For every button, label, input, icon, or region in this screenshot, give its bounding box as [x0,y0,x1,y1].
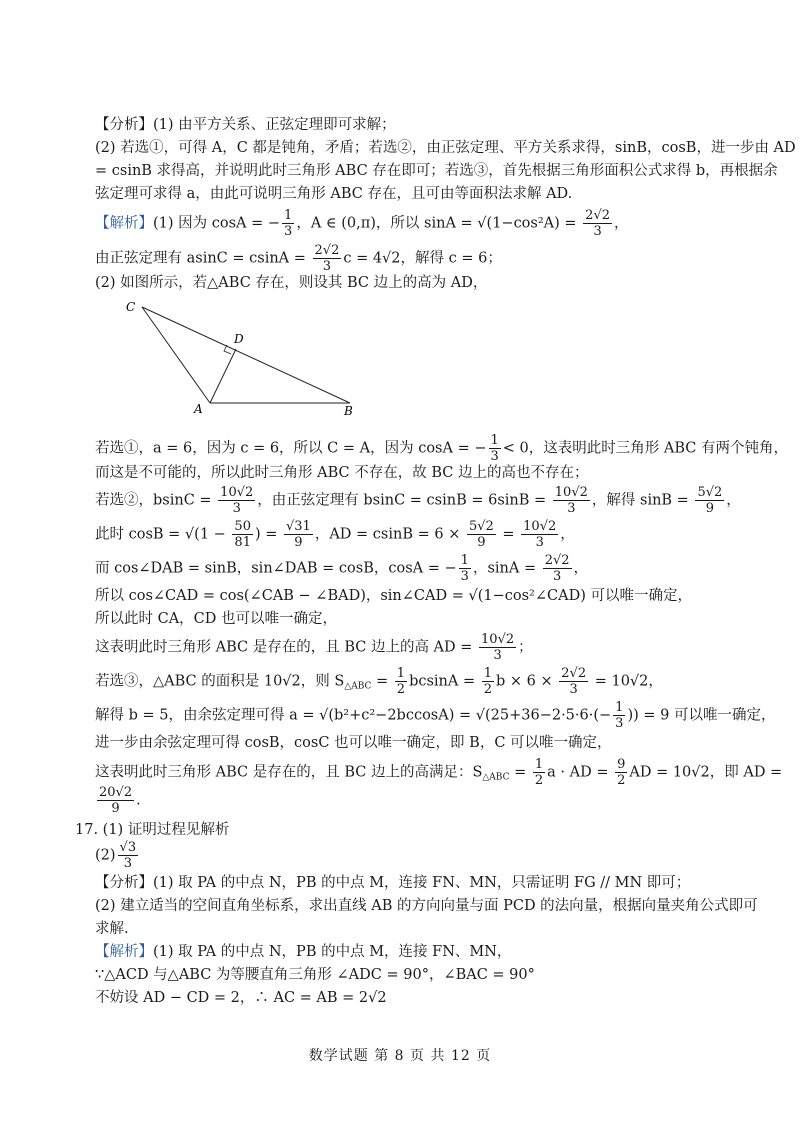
fraction: $\frac{√31}{9}$ [286,519,311,550]
solution-line-2: 由正弦定理有 asinC = csinA = $\frac{2√2}{3}$ c = 4√2，解得 c = 6； [95,243,502,274]
fraction: $\frac{10√2}{3}$ [220,485,254,516]
solution-line-10: 所以此时 CA，CD 也可以唯一确定， [95,611,338,627]
solution-line-11: 这表明此时三角形 ABC 是存在的，且 BC 边上的高 AD = $\frac{10√2}{3}$ ； [95,632,533,663]
solution-line-15: 这表明此时三角形 ABC 是存在的，且 BC 边上的高满足：$S_{\triangle ABC}$ = $\frac{1}{2}$ a · AD = $\frac{9}{2}$ AD = 10√2，即 AD = [95,757,783,788]
fraction: $\frac{1}{3}$ [615,700,624,731]
solution-line-7: 此时 cosB = √(1 − $\frac{50}{81}$ ) = $\frac{√31}{9}$ ，AD = csinB = 6 × $\frac{5√2}{9}$ = $\frac{10√2}{3}$ ， [95,519,575,550]
label-a: A [194,402,203,416]
analysis-line-1: 【分析】(1) 由平方关系、正弦定理即可求解； [95,117,396,133]
fraction: $\frac{2√2}{3}$ [585,208,610,239]
solution-line-16: $\frac{20√2}{9}$ . [99,785,141,816]
fraction: $\frac{5√2}{9}$ [697,485,723,516]
fraction: $\frac{10√2}{3}$ [554,485,588,516]
solution-line-12: 若选③，△ABC 的面积是 10√2，则 $S_{\triangle ABC}$ = $\frac{1}{2}$ bcsinA = $\frac{1}{2}$ b × 6 × $\frac{2√2}{3}$ = 10√2， [95,666,663,697]
q17-solution-line-3: 不妨设 AD − CD = 2，∴ AC = AB = 2√2 [95,990,387,1006]
q17-solution-line-1: 【解析】(1) 取 PA 的中点 N，PB 的中点 M，连接 FN、MN， [95,944,512,960]
fraction: $\frac{5√2}{9}$ [468,519,494,550]
analysis-line-4: 弦定理可求得 a，由此可说明三角形 ABC 存在，且可由等面积法求解 AD. [95,186,573,202]
label-c: C [126,300,136,314]
fraction: $\frac{10√2}{3}$ [481,632,515,663]
solution-line-4: 若选①，a = 6，因为 c = 6，所以 C = A，因为 cosA = − $\frac{1}{3}$ < 0，这表明此时三角形 ABC 有两个钝角， [95,433,788,464]
fraction: $\frac{2√2}{3}$ [561,666,587,697]
fraction: $\frac{10√2}{3}$ [523,519,557,550]
fraction: $\frac{50}{81}$ [234,519,251,550]
fraction: $\frac{1}{2}$ [483,666,493,697]
q17-analysis-line-1: 【分析】(1) 取 PA 的中点 N，PB 的中点 M，连接 FN、MN，只需证明 FG // MN 即可； [95,875,691,891]
solution-line-1: 【解析】(1) 因为 cosA = − $\frac{1}{3}$ ，A ∈ (0,π)，所以 sinA = √(1−cos²A) = $\frac{2√2}{3}$ ， [95,208,629,239]
q17-analysis-line-3: 求解. [95,921,129,937]
solution-line-9: 所以 cos∠CAD = cos(∠CAB − ∠BAD)，sin∠CAD = √(1−cos²∠CAD) 可以唯一确定， [95,588,692,604]
q17-analysis-line-2: (2) 建立适当的空间直角坐标系，求出直线 AB 的方向向量与面 PCD 的法向量，根据向量夹角公式即可 [95,898,758,914]
solution-line-5: 而这是不可能的，所以此时三角形 ABC 不存在，故 BC 边上的高也不存在； [95,465,589,481]
fraction: $\frac{1}{3}$ [460,553,469,584]
fraction: $\frac{2√2}{3}$ [544,553,570,584]
solution-line-8: 而 cos∠DAB = sinB，sin∠DAB = cosB，cosA = − $\frac{1}{3}$ ，sinA = $\frac{2√2}{3}$ ， [95,553,589,584]
fraction: $\frac{√3}{3}$ [119,840,137,871]
fraction: $\frac{9}{2}$ [617,757,626,788]
solution-line-3: (2) 如图所示，若△ABC 存在，则设其 BC 边上的高为 AD， [95,275,488,291]
analysis-line-3: = csinB 求得高，并说明此时三角形 ABC 存在即可；若选③，首先根据三角形面积公式求得 b，再根据余 [95,163,778,179]
question-17-line: 17. (1) 证明过程见解析 [75,822,230,838]
fraction: $\frac{1}{3}$ [490,433,499,464]
label-d: D [234,332,244,346]
solution-line-6: 若选②，bsinC = $\frac{10√2}{3}$ ，由正弦定理有 bsinC = csinB = 6sinB = $\frac{10√2}{3}$ ，解得 sinB = $\frac{5√2}{9}$ ， [95,485,741,516]
fraction: $\frac{2√2}{3}$ [314,243,340,274]
solution-line-14: 进一步由余弦定理可得 cosB，cosC 也可以唯一确定，即 B，C 可以唯一确定， [95,735,612,751]
triangle-figure [120,295,370,420]
solution-tag: 【解析】 [95,215,153,232]
label-b: B [344,404,353,418]
question-17-part-2: (2) $\frac{√3}{3}$ [95,840,137,871]
fraction: $\frac{1}{2}$ [396,666,406,697]
solution-tag: 【解析】 [95,944,153,960]
fraction: $\frac{20√2}{9}$ [99,785,133,816]
analysis-line-2: (2) 若选①，可得 A，C 都是钝角，矛盾；若选②，由正弦定理、平方关系求得，sinB，cosB，进一步由 AD [95,140,796,156]
q17-solution-line-2: ∵△ACD 与△ABC 为等腰直角三角形 ∠ADC = 90°，∠BAC = 90° [95,967,535,983]
fraction: $\frac{1}{3}$ [284,208,293,239]
solution-line-13: 解得 b = 5，由余弦定理可得 a = √(b²+c²−2bccosA) = √(25+36−2·5·6·(− $\frac{1}{3}$ )) = 9 可以唯一确定， [95,700,776,731]
fraction: $\frac{1}{2}$ [534,757,544,788]
page-footer: 数学试题 第 8 页 共 12 页 [308,1048,492,1064]
